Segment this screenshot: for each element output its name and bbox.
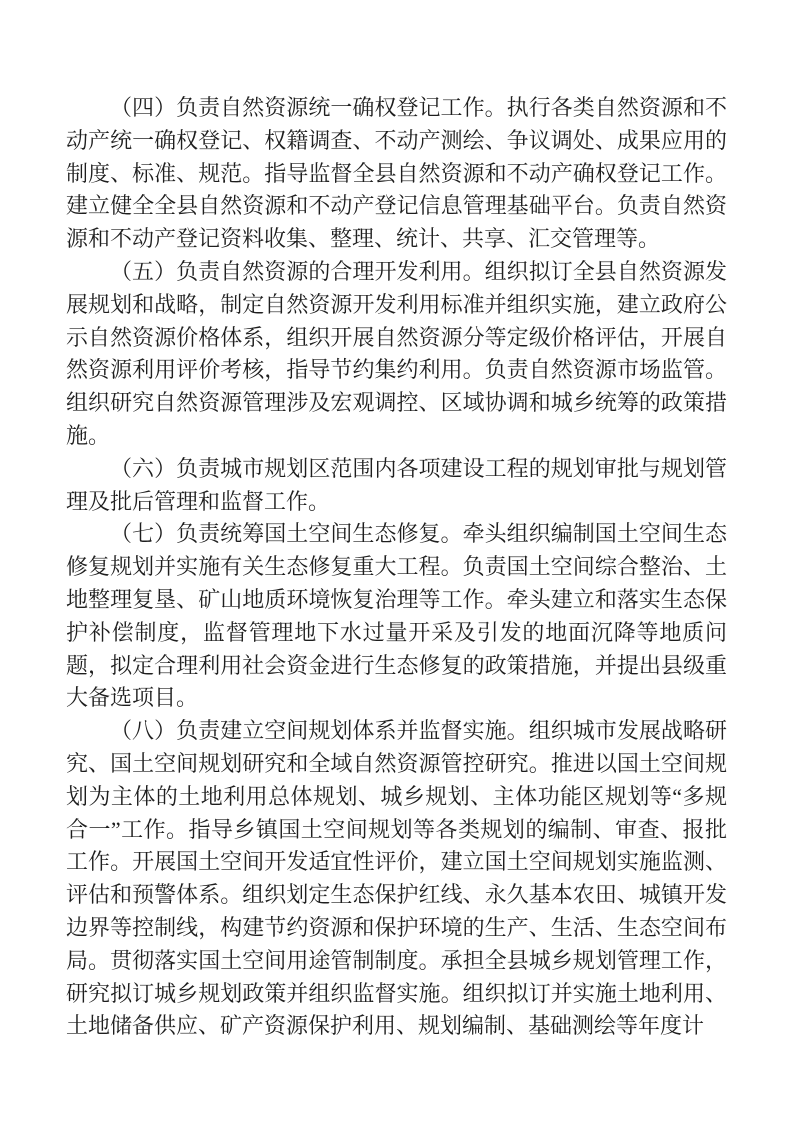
document-body [66,92,727,1043]
paragraph-duty-4: （四）负责自然资源统一确权登记工作。执行各类自然资源和不动产统一确权登记、权籍调查、不动产测绘、争议调处、成果应用的制度、标准、规范。指导监督全县自然资源和不动产确权登记工作。建立健全全县自然资源和不动产登记信息管理基础平台。负责自然资源和不动产登记资料收集、整理、统计、共享、汇交管理等。 [66,95,727,252]
paragraph-duty-8: （八）负责建立空间规划体系并监督实施。组织城市发展战略研究、国土空间规划研究和全域自然资源管控研究。推进以国土空间规划为主体的土地利用总体规划、城乡规划、主体功能区规划等“多规合一”工作。指导乡镇国土空间规划等各类规划的编制、审查、报批工作。开展国土空间开发适宜性评价，建立国土空间规划实施监测、评估和预警体系。组织划定生态保护红线、永久基本农田、城镇开发边界等控制线，构建节约资源和保护环境的生产、生活、生态空间布局。贯彻落实国土空间用途管制制度。承担全县城乡规划管理工作，研究拟订城乡规划政策并组织监督实施。组织拟订并实施土地利用、土地储备供应、矿产资源保护利用、规划编制、基础测绘等年度计 [66,718,727,1039]
paragraph-duty-6: （六）负责城市规划区范围内各项建设工程的规划审批与规划管理及批后管理和监督工作。 [66,455,727,514]
paragraph-duty-5: （五）负责自然资源的合理开发利用。组织拟订全县自然资源发展规划和战略，制定自然资源开发利用标准并组织实施，建立政府公示自然资源价格体系，组织开展自然资源分等定级价格评估，开展自然资源利用评价考核，指导节约集约利用。负责自然资源市场监管。组织研究自然资源管理涉及宏观调控、区域协调和城乡统筹的政策措施。 [66,258,727,448]
paragraph-duty-7: （七）负责统筹国土空间生态修复。牵头组织编制国土空间生态修复规划并实施有关生态修复重大工程。负责国土空间综合整治、土地整理复垦、矿山地质环境恢复治理等工作。牵头建立和落实生态保护补偿制度，监督管理地下水过量开采及引发的地面沉降等地质问题，拟定合理利用社会资金进行生态修复的政策措施，并提出县级重大备选项目。 [66,521,727,711]
